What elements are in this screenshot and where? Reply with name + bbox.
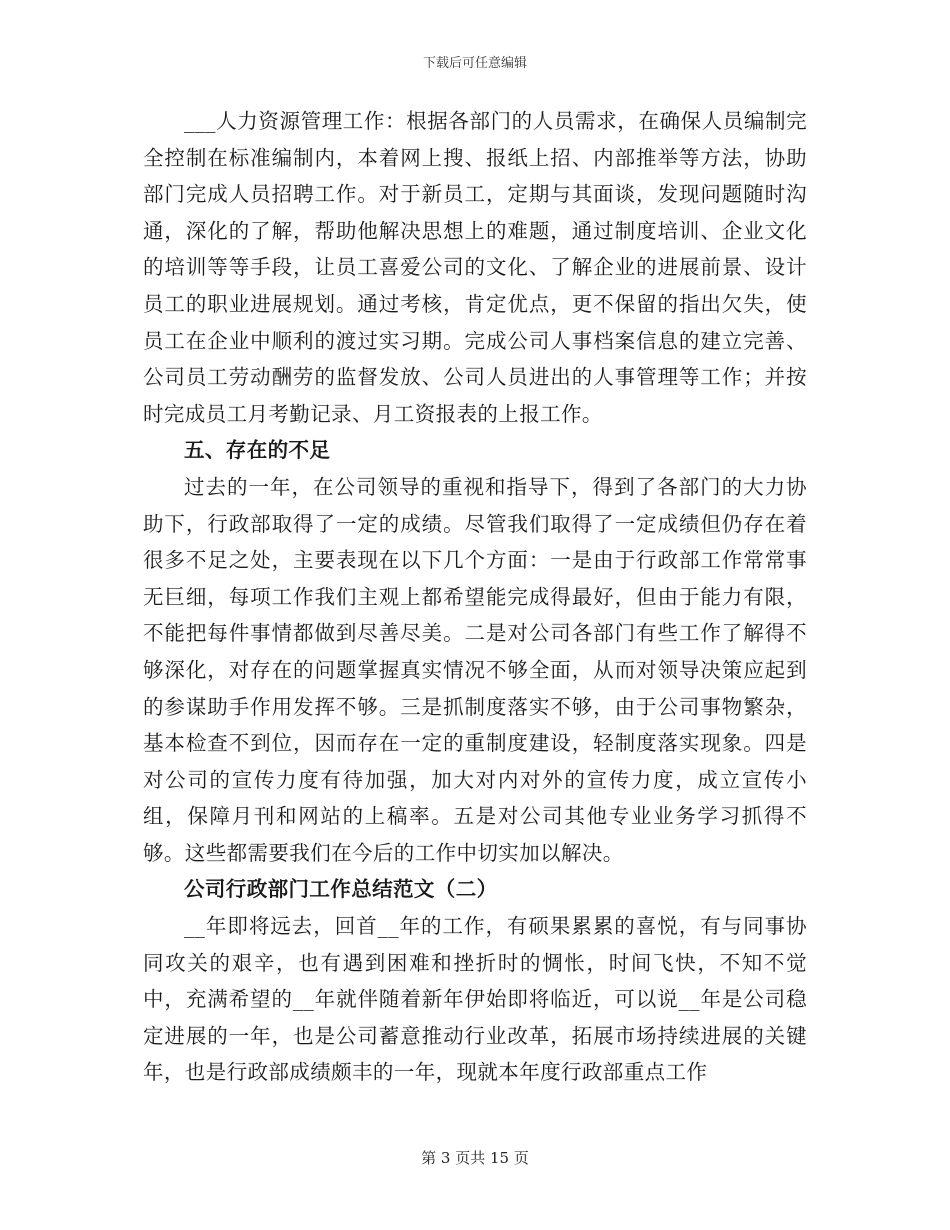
document-title-2: 公司行政部门工作总结范文（二） [184, 877, 498, 902]
page-header: 下载后可任意编辑 [422, 56, 527, 71]
document-body [143, 103, 807, 1091]
paragraph-hr-management: ___人力资源管理工作：根据各部门的人员需求，在确保人员编制完全控制在标准编制内，本着网上搜、报纸上招、内部推举等方法，协助部门完成人员招聘工作。对于新员工，定期与其面谈，发现问题随时沟通，深化的了解，帮助他解决思想上的难题，通过制度培训、企业文化的培训等等手段，让员工喜爱公司的文化、了解企业的进展前景、设计员工的职业进展规划。通过考核，肯定优点，更不保留的指出欠失，使员工在企业中顺利的渡过实习期。完成公司人事档案信息的建立完善、公司员工劳动酬劳的监督发放、公司人员进出的人事管理等工作；并按时完成员工月考勤记录、月工资报表的上报工作。 [143, 109, 807, 426]
page-number: 第 3 页共 15 页 [421, 1149, 529, 1167]
section-heading-shortcomings: 五、存在的不足 [184, 438, 331, 463]
paragraph-shortcomings: 过去的一年，在公司领导的重视和指导下，得到了各部门的大力协助下，行政部取得了一定的成绩。尽管我们取得了一定成绩但仍存在着很多不足之处，主要表现在以下几个方面：一是由于行政部工作常常事无巨细，每项工作我们主观上都希望能完成得最好，但由于能力有限，不能把每件事情都做到尽善尽美。二是对公司各部门有些工作了解得不够深化，对存在的问题掌握真实情况不够全面，从而对领导决策应起到的参谋助手作用发挥不够。三是抓制度落实不够，由于公司事物繁杂，基本检查不到位，因而存在一定的重制度建设，轻制度落实现象。四是对公司的宣传力度有待加强，加大对内对外的宣传力度，成立宣传小组，保障月刊和网站的上稿率。五是对公司其他专业业务学习抓得不够。这些都需要我们在今后的工作中切实加以解决。 [143, 474, 807, 865]
paragraph-intro-2: __年即将远去，回首__年的工作，有硕果累累的喜悦，有与同事协同攻关的艰辛，也有遇到困难和挫折时的惆怅，时间飞快，不知不觉中，充满希望的__年就伴随着新年伊始即将临近，可以说__年是公司稳定进展的一年，也是公司蓄意推动行业改革，拓展市场持续进展的关键年，也是行政部成绩颇丰的一年，现就本年度行政部重点工作 [143, 914, 807, 1085]
